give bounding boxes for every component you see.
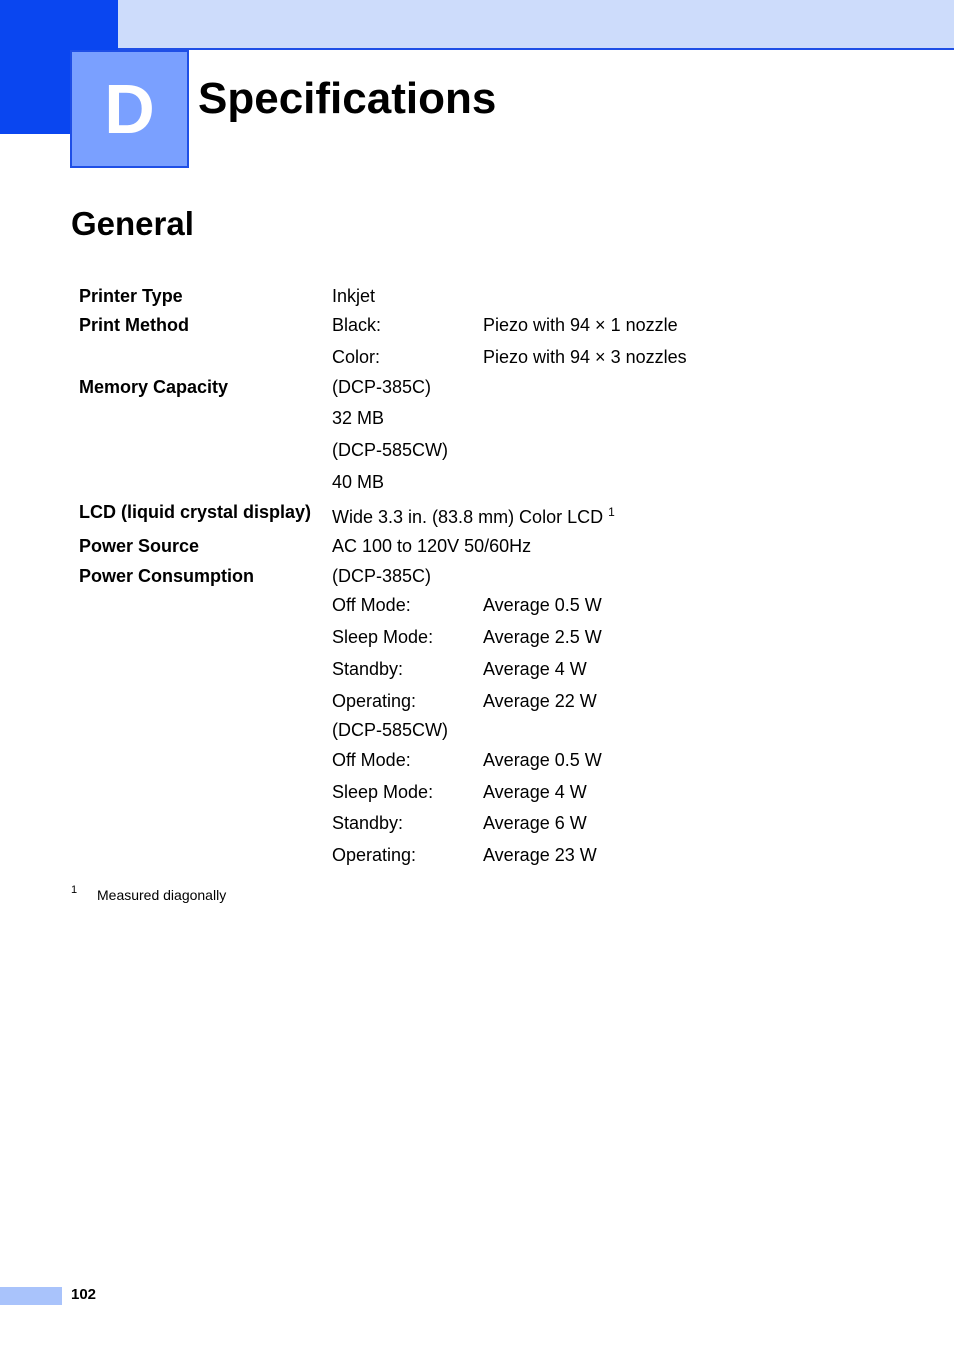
power-model1: (DCP-385C) [332, 566, 432, 586]
power-model1-value: Average 2.5 W [483, 627, 602, 647]
spec-label-power-consumption: Power Consumption [79, 566, 254, 586]
memory-model1-value: 32 MB [332, 408, 385, 428]
power-model2-value: Average 0.5 W [483, 750, 602, 770]
chapter-letter: D [104, 70, 155, 148]
memory-model2-value: 40 MB [332, 472, 385, 492]
power-model1-mode: Sleep Mode: [332, 627, 434, 647]
power-model2-mode: Off Mode: [332, 750, 411, 770]
power-model2-mode: Sleep Mode: [332, 782, 434, 802]
memory-model1: (DCP-385C) [332, 377, 432, 397]
spec-label-printer-type: Printer Type [79, 286, 183, 306]
spec-value-power-source: AC 100 to 120V 50/60Hz [332, 536, 532, 556]
spec-label-print-method: Print Method [79, 315, 189, 335]
footnote-ref: 1 [608, 505, 615, 519]
print-method-black-value: Piezo with 94 × 1 nozzle [483, 315, 678, 335]
spec-label-power-source: Power Source [79, 536, 200, 556]
chapter-title: Specifications [198, 74, 497, 123]
spec-value-lcd [332, 505, 615, 528]
header-band [118, 0, 954, 50]
power-model2-value: Average 6 W [483, 813, 587, 833]
page-number-tab [0, 1287, 62, 1305]
page-number: 102 [71, 1286, 97, 1303]
power-model2-value: Average 23 W [483, 845, 597, 865]
spec-label-memory: Memory Capacity [79, 377, 229, 397]
power-model2-mode: Operating: [332, 845, 417, 865]
power-model2-mode: Standby: [332, 813, 404, 833]
power-model2-value: Average 4 W [483, 782, 587, 802]
power-model1-value: Average 22 W [483, 691, 597, 711]
power-model1-mode: Standby: [332, 659, 404, 679]
print-method-color-value: Piezo with 94 × 3 nozzles [483, 347, 687, 367]
print-method-color-label: Color: [332, 347, 381, 367]
spec-value-printer-type: Inkjet [332, 286, 376, 306]
power-model1-value: Average 4 W [483, 659, 587, 679]
power-model1-value: Average 0.5 W [483, 595, 602, 615]
footnote-number: 1 [71, 884, 78, 896]
power-model1-mode: Operating: [332, 691, 417, 711]
section-title: General [71, 205, 194, 242]
power-model1-mode: Off Mode: [332, 595, 411, 615]
spec-label-lcd: LCD (liquid crystal display) [79, 502, 312, 522]
footnote-text: Measured diagonally [97, 887, 227, 903]
print-method-black-label: Black: [332, 315, 382, 335]
memory-model2: (DCP-585CW) [332, 440, 449, 460]
power-model2: (DCP-585CW) [332, 720, 449, 740]
lcd-value-text: Wide 3.3 in. (83.8 mm) Color LCD [332, 507, 604, 527]
chapter-letter-box [70, 50, 189, 168]
